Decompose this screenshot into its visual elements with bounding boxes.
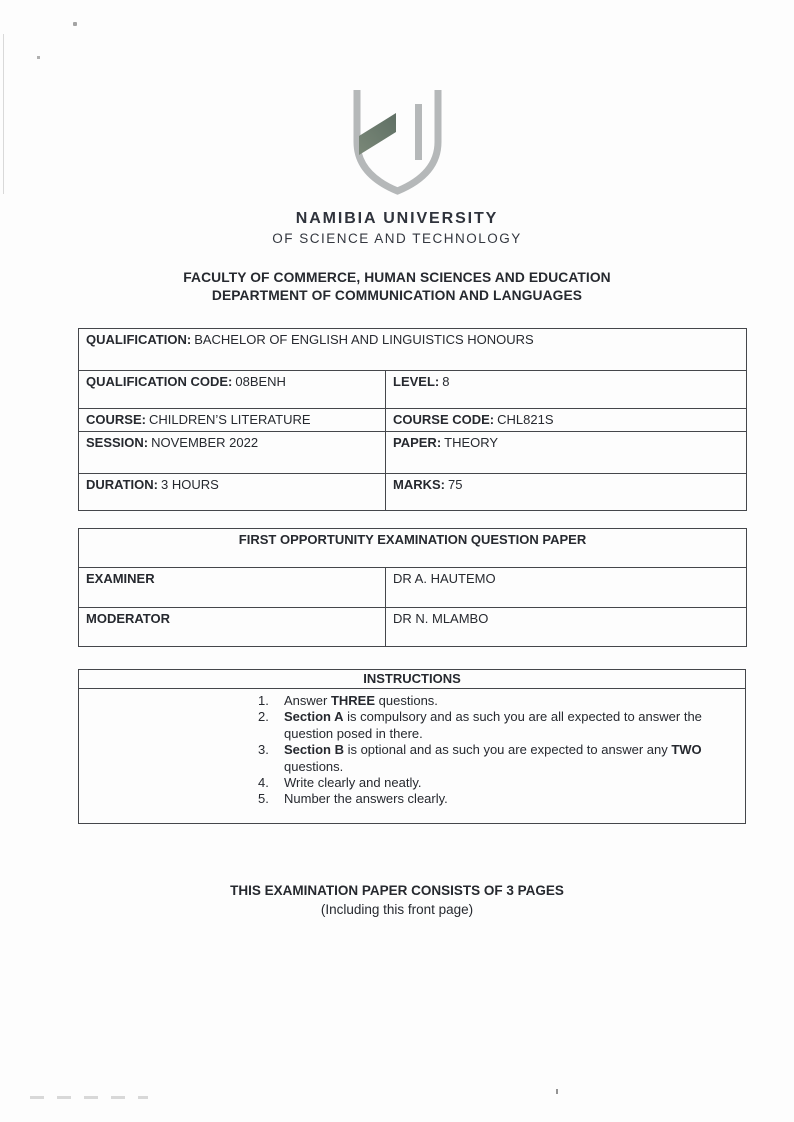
duration-cell: [79, 473, 386, 510]
faculty-title: FACULTY OF COMMERCE, HUMAN SCIENCES AND EDUCATION: [183, 270, 611, 285]
page-count-subnote: (Including this front page): [320, 902, 474, 917]
instruction-text: Section A is compulsory and as such you are all expected to answer the question posed in there.: [284, 709, 702, 741]
course-cell: [79, 409, 386, 432]
instruction-item: [258, 791, 736, 807]
instructions-header: INSTRUCTIONS: [79, 670, 746, 689]
instruction-text: Write clearly and neatly.: [284, 775, 422, 791]
table-row: [79, 371, 747, 409]
scan-artifact: [30, 1096, 148, 1099]
field-value: CHILDREN’S LITERATURE: [148, 412, 311, 427]
scan-artifact: [37, 56, 40, 59]
moderator-value-cell: [386, 608, 747, 647]
page-count-note: THIS EXAMINATION PAPER CONSISTS OF 3 PAGES: [230, 883, 564, 898]
field-value: 3 HOURS: [160, 476, 219, 492]
field-label: COURSE:: [86, 412, 146, 427]
field-label: QUALIFICATION:: [86, 332, 192, 347]
table-row: [79, 529, 747, 568]
field-label: QUALIFICATION CODE:: [86, 374, 233, 389]
table-row: [79, 431, 747, 473]
university-wordmark-line2: OF SCIENCE AND TECHNOLOGY: [272, 231, 522, 246]
field-value: DR N. MLAMBO: [393, 611, 489, 626]
university-shield-icon: [348, 87, 447, 199]
field-label: MARKS:: [393, 476, 445, 492]
instructions-list: [86, 693, 738, 808]
field-label: MODERATOR: [86, 611, 171, 626]
instruction-number: 2.: [258, 709, 269, 725]
examiner-label-cell: [79, 568, 386, 608]
instruction-item: [258, 775, 736, 791]
examiner-value-cell: [386, 568, 747, 608]
table-row: [79, 409, 747, 432]
instruction-item: [258, 709, 736, 742]
field-value: NOVEMBER 2022: [151, 434, 259, 450]
marks-cell: [386, 473, 747, 510]
qualification-cell: [79, 329, 747, 371]
field-label: DURATION:: [86, 476, 158, 492]
field-value: CHL821S: [497, 412, 554, 427]
session-cell: [79, 431, 386, 473]
table-row: [79, 329, 747, 371]
field-value: 08BENH: [235, 374, 286, 389]
course-code-cell: [386, 409, 747, 432]
instruction-text: Number the answers clearly.: [284, 791, 448, 807]
field-value: THEORY: [444, 434, 499, 450]
instruction-text: Answer THREE questions.: [284, 693, 438, 708]
field-label: EXAMINER: [86, 571, 155, 586]
table-row: [79, 473, 747, 510]
table-row: [79, 608, 747, 647]
instructions-table: [78, 669, 746, 824]
field-label: COURSE CODE:: [393, 412, 495, 427]
instruction-text: Section B is optional and as such you are expected to answer any TWO questions.: [284, 742, 702, 774]
field-label: LEVEL:: [393, 374, 440, 389]
instruction-item: [258, 693, 736, 709]
department-title: DEPARTMENT OF COMMUNICATION AND LANGUAGES: [211, 288, 583, 303]
instruction-number: 4.: [258, 775, 269, 791]
university-wordmark-line1: NAMIBIA UNIVERSITY: [295, 210, 499, 227]
instruction-number: 3.: [258, 742, 269, 758]
field-value: BACHELOR OF ENGLISH AND LINGUISTICS HONOURS: [194, 332, 534, 347]
qualification-code-cell: [79, 371, 386, 409]
field-label: SESSION:: [86, 434, 149, 450]
exam-paper-title: FIRST OPPORTUNITY EXAMINATION QUESTION PAPER: [79, 529, 747, 568]
instruction-number: 1.: [258, 693, 269, 708]
field-value: 75: [448, 476, 463, 492]
qualification-table: [78, 328, 747, 511]
scan-artifact: [3, 34, 4, 194]
field-value: 8: [442, 374, 450, 389]
instructions-body-cell: [79, 689, 746, 824]
paper-cell: [386, 431, 747, 473]
table-row: [79, 689, 746, 824]
instruction-number: 5.: [258, 791, 269, 807]
table-row: [79, 568, 747, 608]
moderator-label-cell: [79, 608, 386, 647]
field-value: DR A. HAUTEMO: [393, 571, 496, 586]
instruction-item: [258, 742, 736, 775]
level-cell: [386, 371, 747, 409]
table-row: [79, 670, 746, 689]
scan-artifact: [73, 22, 77, 26]
field-label: PAPER:: [393, 434, 442, 450]
exam-paper-table: [78, 528, 747, 647]
scan-artifact: [556, 1089, 558, 1094]
